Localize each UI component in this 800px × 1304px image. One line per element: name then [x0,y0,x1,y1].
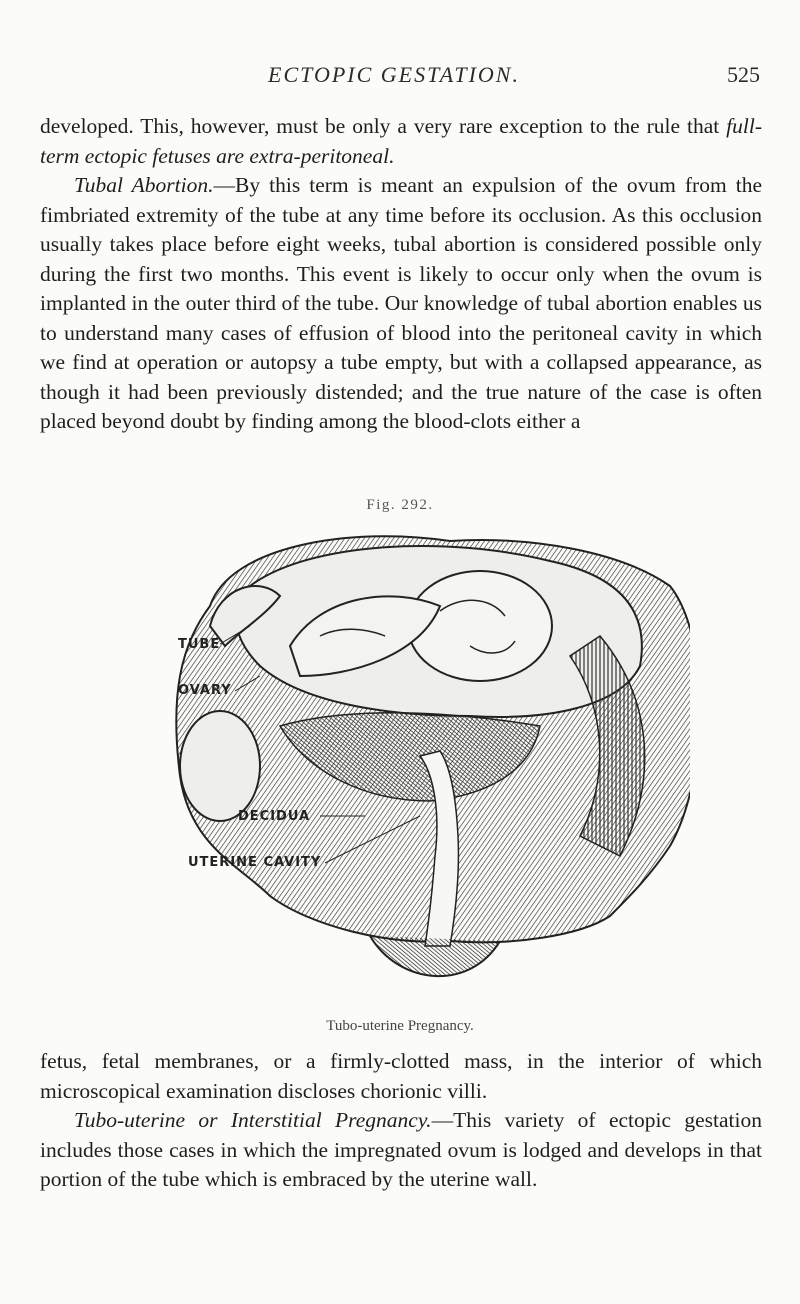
label-decidua: DECIDUA [238,809,311,824]
section-heading-tubo-uterine: Tubo-uterine or Interstitial Pregnancy. [74,1108,432,1132]
lower-text-section [40,1047,762,1195]
page-number: 525 [727,62,760,87]
paragraph-tubal-abortion [40,171,762,437]
upper-text-section [40,112,762,437]
figure-caption: Tubo-uterine Pregnancy. [326,1018,474,1034]
figure-illustration [150,516,690,1016]
paragraph-text: —This variety of ectopic gestation includes those cases in which the impregnated ovum is lodged and develops in that portion of the tube which is embraced by the uterine wall. [40,1108,762,1191]
paragraph-continuation [40,112,762,171]
italic-emphasis: full-term ectopic fetuses are extra-peritoneal. [40,114,762,168]
paragraph-tubo-uterine [40,1106,762,1195]
uterus-illustration [150,516,690,1016]
running-title: ECTOPIC GESTATION. [268,62,520,87]
section-heading-tubal-abortion: Tubal Abortion. [74,173,214,197]
paragraph-text: —By this term is meant an expulsion of the ovum from the fimbriated extremity of the tube at any time before its occlusion. As this occlusion usually takes place before eight weeks, tubal abortion is considered possible only during the first two months. This event is likely to occur only when the ovum is implanted in the outer third of the tube. Our knowledge of tubal abortion enables us to understand many cases of effusion of blood into the peritoneal cavity in which we find at operation or autopsy a tube empty, but with a collapsed appearance, as though it had been previously distended; and the true nature of the case is often placed beyond doubt by finding among the blood-clots either a [40,173,762,433]
paragraph-text: developed. This, however, must be only a very rare exception to the rule that [40,114,727,138]
label-uterine-cavity: UTERINE CAVITY [188,855,322,870]
running-header [0,62,800,88]
label-ovary: OVARY [178,683,232,698]
figure-label: Fig. 292. [366,497,434,513]
paragraph-continuation: fetus, fetal membranes, or a firmly-clotted mass, in the interior of which microscopical examination discloses chorionic villi. [40,1049,762,1103]
label-tube: TUBE [178,637,221,652]
